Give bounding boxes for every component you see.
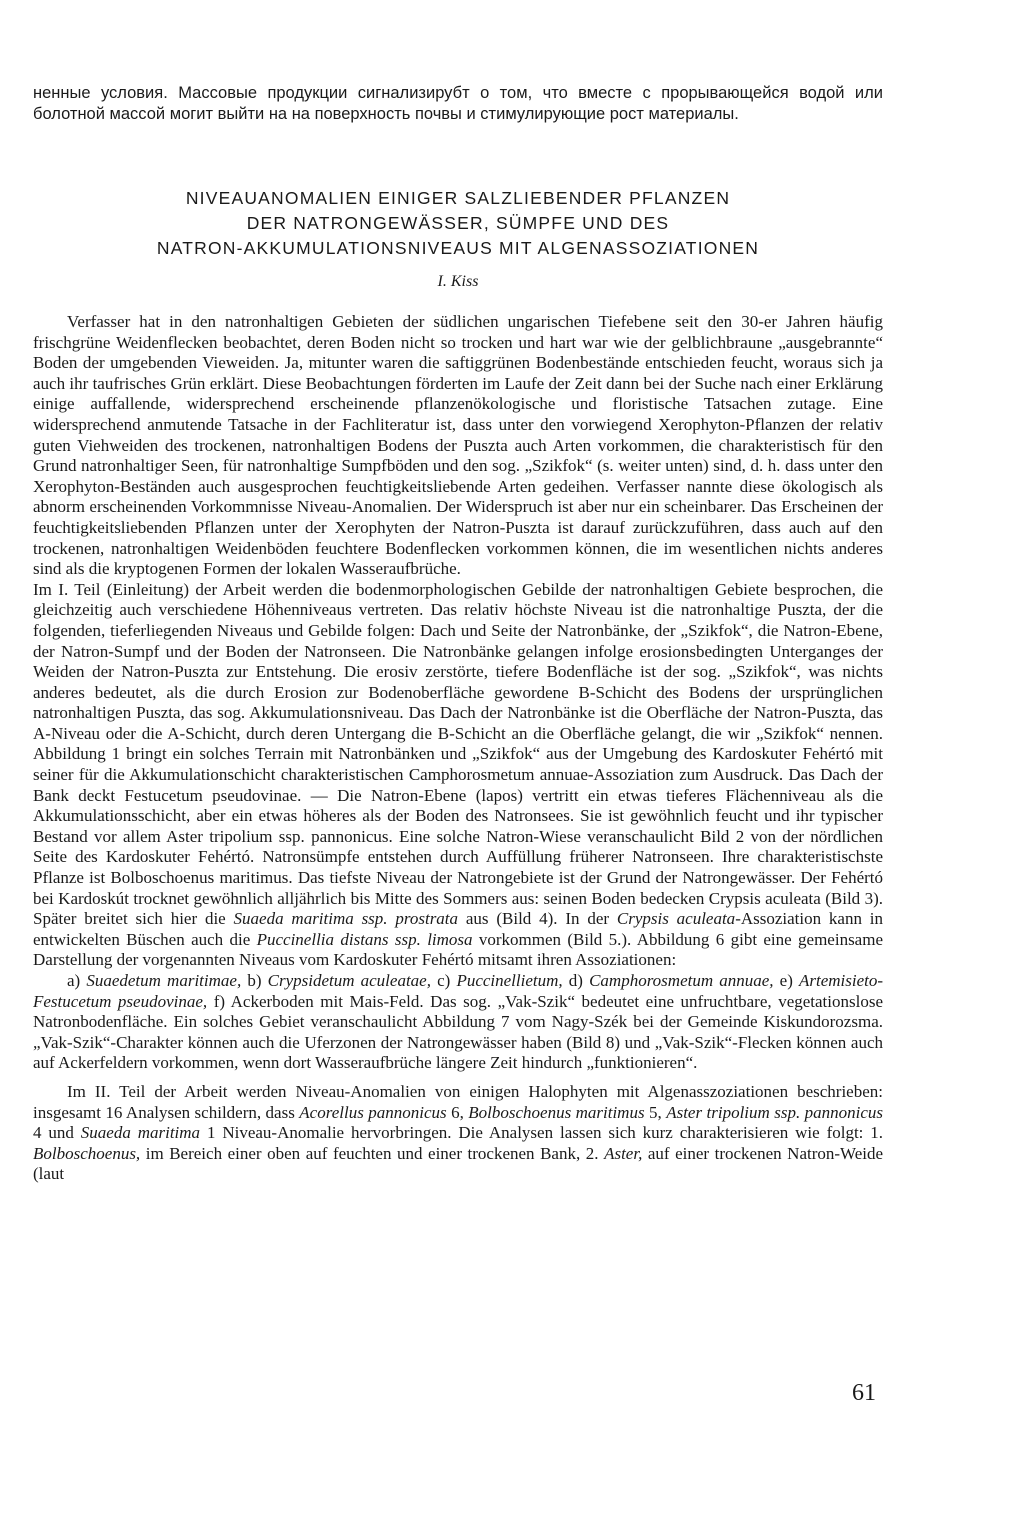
species-name: Aster, <box>604 1143 643 1163</box>
species-name: Puccinellia distans ssp. limosa <box>256 929 473 949</box>
paragraph-4-text-c: 5, <box>649 1102 662 1122</box>
list-marker: a) <box>67 971 81 990</box>
association-name: Crypsidetum aculeatae, <box>267 971 431 990</box>
paragraph-4-text-f: im Bereich einer oben auf feuchten und einer trockenen Bank, 2. <box>145 1143 599 1163</box>
species-name: Suaeda maritima <box>80 1123 201 1143</box>
list-marker: b) <box>247 971 262 990</box>
title-line-1: NIVEAUANOMALIEN EINIGER SALZLIEBENDER PFLANZEN <box>185 188 731 208</box>
association-name: Camphorosmetum annuae, <box>589 971 774 990</box>
paragraph-2-text-d: vorkommen (Bild 5.). Abbildung 6 gibt eine gemeinsame Darstellung der vorgenannten Niveaus vom Kardoskuter Fehértó mitsamt ihren Assoziationen: <box>33 929 883 970</box>
article-body <box>33 312 883 1185</box>
paragraph-3 <box>33 971 883 1074</box>
list-marker: c) <box>437 971 451 990</box>
paragraph-4 <box>33 1082 883 1185</box>
association-name: Artemisieto-Festucetum pseudovinae, <box>33 971 884 1011</box>
paragraph-4-text-e: 1 Niveau-Anomalie hervorbringen. Die Analysen lassen sich kurz charakterisieren wie folgt: 1. <box>206 1123 884 1143</box>
list-marker: e) <box>779 971 793 990</box>
paragraph-2-text-c: -Assoziation kann in entwickelten Büschen auch die <box>33 909 884 949</box>
list-marker: d) <box>568 971 583 990</box>
title-line-3: NATRON-AKKUMULATIONSNIVEAUS MIT ALGENASSOZIATIONEN <box>156 238 760 258</box>
species-name: Bolboschoenus, <box>33 1143 141 1163</box>
paragraph-2-text: Im I. Teil (Einleitung) der Arbeit werden die bodenmorphologischen Gebilde der natronhaltigen Gebiete besprochen, die gleichzeitig auch verschiedene Höhenniveaus vertreten. Das relativ höchste Niveau ist die natronhaltige Puszta, der die folgenden, tieferliegenden Niveaus und Gebilde folgen: Dach und Seite der Natronbänke, der „Szikfok“, die Natron-Ebene, der Natron-Sumpf und der Boden der Natronseen. Die Natronbänke gelangen infolge erosionsbedingten Unterganges der Weiden der Natron-Puszta zur Entstehung. Die erosiv zerstörte, tiefere Bodenfläche ist der sog. „Szikfok“, was nichts anderes bedeutet, als die durch Erosion zur Bodenoberfläche gewordene B-Schicht des Bodens der ursprünglichen natronhaltigen Puszta, das sog. Akkumulationsniveau. Das Dach der Natronbänke ist die Oberfläche der Natron-Puszta, das A-Niveau oder die A-Schicht, durch deren Untergang die B-Schicht an die Oberfläche gelangt, die wir „Szikfok“ nennen. Abbildung 1 bringt ein solches Terrain mit Natronbänken und „Szikfok“ aus der Umgebung des Kardoskuter Fehértó mit seiner für die Akkumulationschicht charakteristischen Camphorosmetum annuae-Assoziation zum Ausdruck. Das Dach der Bank deckt Festucetum pseudovinae. — Die Natron-Ebene (lapos) vertritt ein etwas tieferes Flächenniveau als die Akkumulationsschicht, aber ein etwas höheres als der Boden des Natronsees. Sie ist gewöhnlich feucht und ihr typischer Bestand vor allem Aster tripolium ssp. pannonicus. Eine solche Natron-Wiese veranschaulicht Bild 2 von der nördlichen Seite des Kardoskuter Fehértó. Natronsümpfe entstehen durch Auffüllung früherer Natronseen. Ihre charakteristischste Pflanze ist Bolboschoenus maritimus. Das tiefste Niveau der Natrongebiete ist der Grund der Natrongewässer. Der Fehértó bei Kardoskút trocknet gewöhnlich alljährlich bis Mitte des Sommers aus: seinen Boden bedecken Crypsis aculeata (Bild 3). Später breitet sich hier die <box>33 579 883 929</box>
title-line-2: DER NATRONGEWÄSSER, SÜMPFE UND DES <box>246 213 670 233</box>
paragraph-4-text-d: 4 und <box>33 1123 74 1143</box>
paragraph-4-text-g: auf einer trockenen Natron-Weide (laut <box>33 1143 884 1184</box>
article-title <box>33 186 883 261</box>
species-name: Suaeda maritima ssp. prostrata <box>233 909 459 929</box>
paragraph-1: Verfasser hat in den natronhaltigen Gebieten der südlichen ungarischen Tiefebene seit den 30-er Jahren häufig frischgrüne Weidenflecken beobachtet, deren Boden nicht so trocken und hart war wie der gelblichbraune „ausgebrannte“ Boden der umgebenden Vieweiden. Ja, mitunter waren die saftiggrünen Bodenbestände entschieden feucht, woraus sich ja auch ihr taufrisches Grün erklärt. Diese Beobachtungen förderten im Laufe der Zeit dann bei der Suche nach einer Erklärung einige auffallende, widersprechend erscheinende pflanzenökologische und floristische Tatsachen zutage. Eine widersprechend anmutende Tatsache in der Fachliteratur ist, dass unter den vorwiegend Xerophyton-Pflanzen der relativ guten Viehweiden des trockenen, natronhaltigen Bodens der Puszta auch Arten vorkommen, die charakteristisch für den Grund natronhaltiger Seen, für natronhaltige Sumpfböden und den sog. „Szikfok“ (s. weiter unten) sind, d. h. dass unter den Xerophyton-Beständen auch ausgesprochen feuchtigkeitsliebende Arten gedeihen. Verfasser nannte diese ökologisch als abnorm erscheinenden Vorkommnisse Niveau-Anomalien. Der Widerspruch ist aber nur ein scheinbarer. Das Erscheinen der feuchtigkeitsliebenden Pflanzen unter der Xerophyten der Natron-Puszta ist darauf zurückzuführen, dass auch auf den trockenen, natronhaltigen Weidenböden feuchtere Bodenflecken vorkommen können, die im wesentlichen nichts anderes sind als die kryptogenen Formen der lokalen Wasseraufbrüche. <box>33 312 883 579</box>
paragraph-2 <box>33 580 883 971</box>
species-name: Crypsis aculeata <box>616 909 736 929</box>
paragraph-3-text: f) Ackerboden mit Mais-Feld. Das sog. „Vak-Szik“ bedeutet eine unfruchtbare, vegetationslose Natronbodenfläche. Ein solches Gebiet veranschaulicht Abbildung 7 vom Nagy-Szék bei der Gemeinde Kiskundorozsma. „Vak-Szik“-Charakter können auch die Uferzonen der Natrongewässer haben (Bild 8) und „Vak-Szik“-Flecken können auch auf Ackerfeldern vorkommen, wenn dort Wasseraufbrüche längere Zeit hindurch „funktionieren“. <box>33 991 883 1073</box>
association-name: Puccinellietum, <box>456 971 563 990</box>
page-number: 61 <box>852 1380 876 1406</box>
author-name: I. Kiss <box>437 273 479 290</box>
paragraph-4-text-b: 6, <box>451 1102 464 1122</box>
species-name: Aster tripolium ssp. pannonicus <box>666 1102 884 1122</box>
russian-summary-text: ненные условия. Массовые продукции сигнализирубт о том, что вместе с прорывающейся водой или болотной массой могит выйти на на поверхность почвы и стимулирующие рост материалы. <box>33 84 883 123</box>
species-name: Bolboschoenus maritimus <box>468 1102 645 1122</box>
species-name: Acorellus pannonicus <box>299 1102 447 1122</box>
association-name: Suaedetum maritimae, <box>86 971 242 990</box>
paragraph-4-text: Im II. Teil der Arbeit werden Niveau-Anomalien von einigen Halophyten mit Algenasszoziationen beschrieben: insgesamt 16 Analysen schildern, dass <box>33 1081 883 1122</box>
paragraph-2-text-b: aus (Bild 4). In der <box>465 909 610 929</box>
